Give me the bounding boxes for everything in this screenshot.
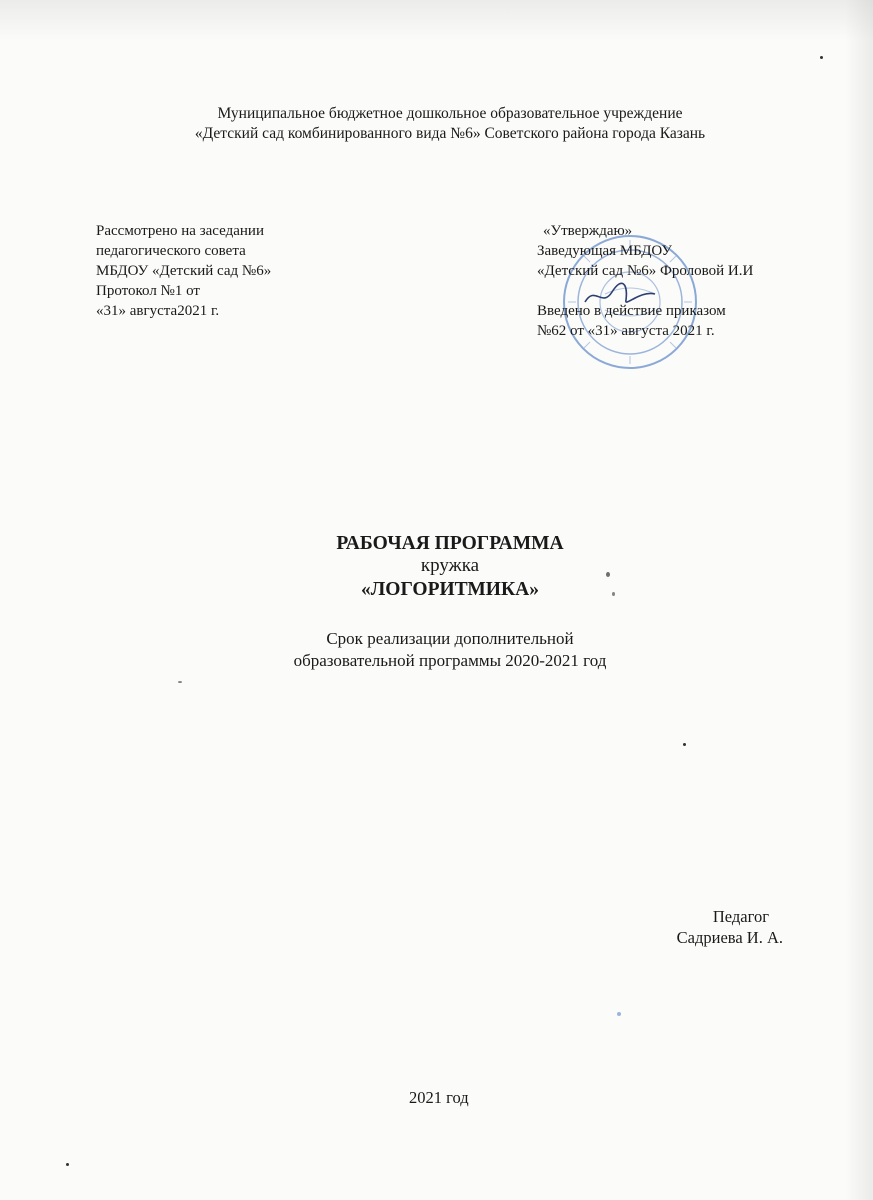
header-line-2: «Детский сад комбинированного вида №6» Советского района города Казань — [194, 125, 706, 142]
approval-left-line: «31» августа2021 г. — [96, 303, 220, 319]
signature-line — [537, 281, 753, 301]
scan-speck — [612, 592, 615, 596]
approval-right-line: «Утверждаю» — [543, 223, 633, 239]
title-name: «ЛОГОРИТМИКА» — [361, 579, 539, 600]
approval-left-line: МБДОУ «Детский сад №6» — [96, 263, 272, 279]
scan-speck — [820, 56, 823, 59]
term-line-2: образовательной программы 2020-2021 год — [293, 651, 607, 670]
teacher-role: Педагог — [712, 907, 769, 926]
program-term — [0, 628, 873, 672]
approval-left-line: Протокол №1 от — [96, 283, 200, 299]
approval-left — [96, 221, 271, 321]
approval-right-line: Заведующая МБДОУ — [537, 243, 673, 259]
approval-left-line: педагогического совета — [96, 243, 246, 259]
scan-speck — [178, 681, 182, 683]
header-line-1: Муниципальное бюджетное дошкольное образовательное учреждение — [217, 105, 683, 122]
scan-speck — [66, 1163, 69, 1166]
document-year: 2021 год — [409, 1088, 469, 1107]
title-sub: кружка — [420, 555, 480, 576]
teacher-info — [677, 906, 783, 948]
scan-speck — [683, 743, 686, 746]
approval-right-line: Введено в действие приказом — [537, 303, 726, 319]
teacher-name: Садриева И. А. — [676, 928, 783, 947]
approval-right — [537, 221, 753, 341]
title-main: РАБОЧАЯ ПРОГРАММА — [336, 533, 564, 554]
approval-left-line: Рассмотрено на заседании — [96, 223, 264, 239]
scan-speck — [617, 1012, 621, 1016]
term-line-1: Срок реализации дополнительной — [326, 629, 574, 648]
scan-speck — [606, 572, 610, 577]
program-title — [0, 533, 873, 603]
institution-header — [0, 104, 873, 144]
approval-right-line: «Детский сад №6» Фроловой И.И — [537, 263, 754, 279]
approval-right-line: №62 от «31» августа 2021 г. — [537, 323, 715, 339]
scan-shade — [0, 0, 873, 40]
